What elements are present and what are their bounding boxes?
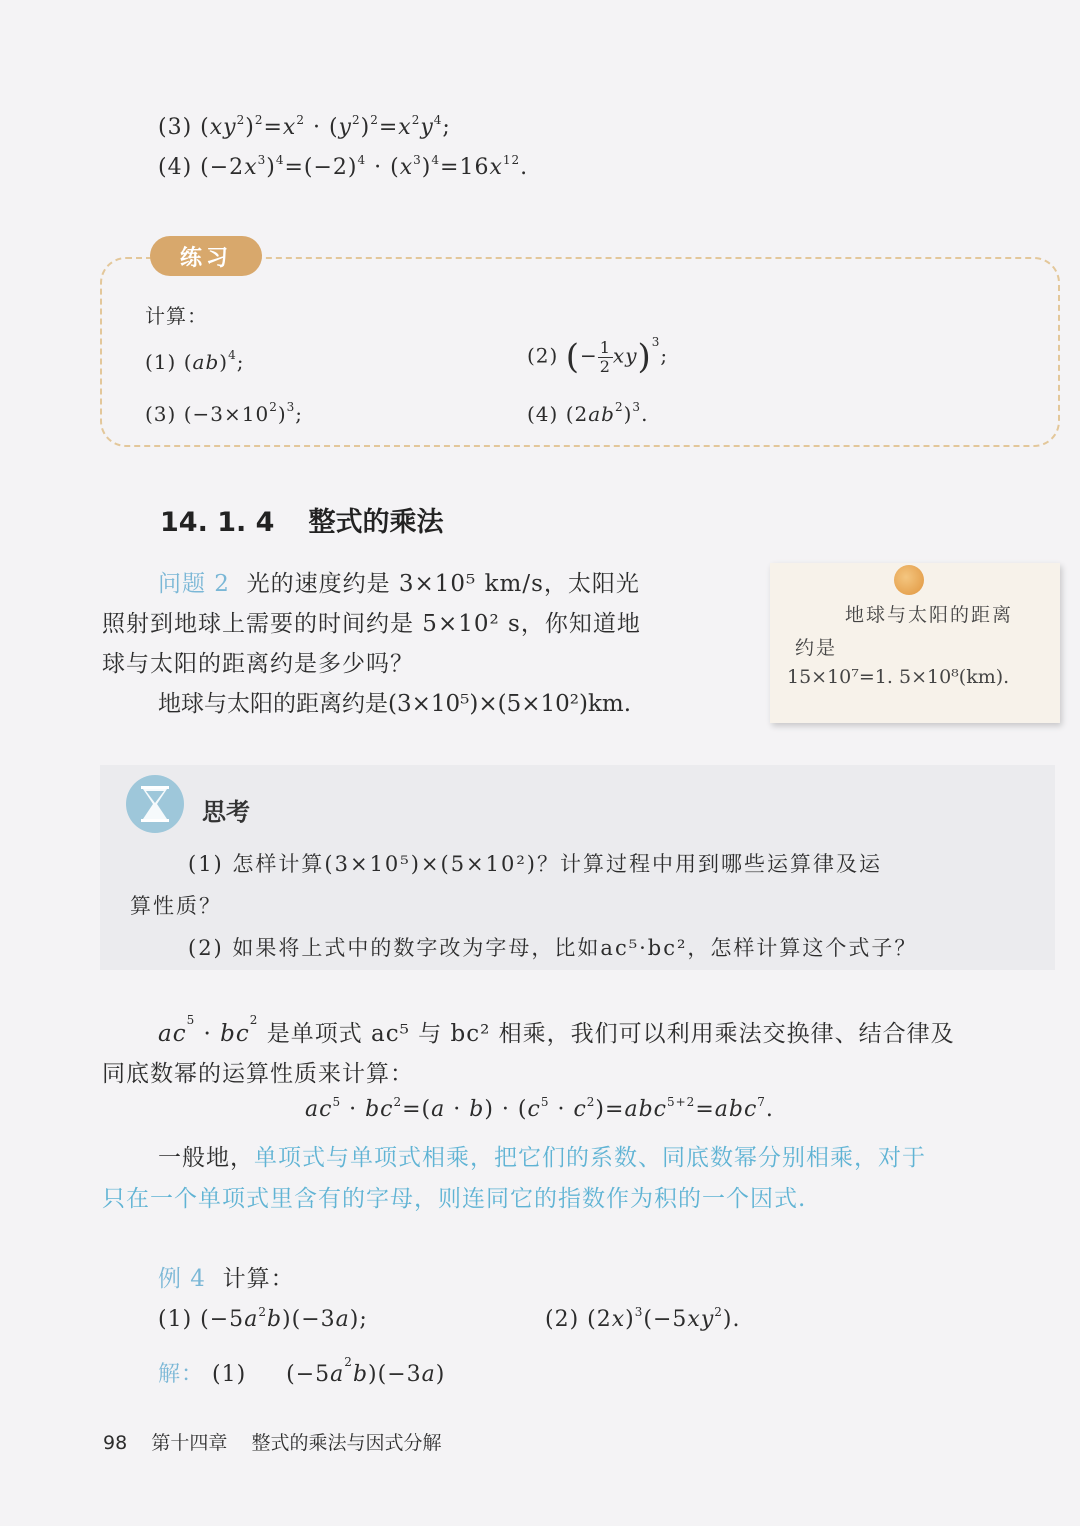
problem-line-4: 地球与太阳的距离约是(3×10⁵)×(5×10²)km. (158, 691, 632, 717)
formula-label: (4) (158, 155, 193, 180)
practice-tag: 练习 (150, 236, 262, 276)
explain-text: 是单项式 ac⁵ 与 bc² 相乘，我们可以利用乘法交换律、结合律及 (266, 1021, 955, 1047)
page-number: 98 (103, 1432, 128, 1454)
solution-label: 解： (158, 1362, 205, 1387)
think-title: 思考 (202, 798, 250, 826)
explain-line-1: $ac^5 \cdot bc^2$ 是单项式 ac⁵ 与 bc² 相乘，我们可以利用乘法交换律、结合律及 (158, 1013, 955, 1047)
chapter-number: 第十四章 (151, 1432, 228, 1454)
think-question-1b: 算性质？ (130, 894, 222, 918)
section-title: 整式的乘法 (308, 507, 444, 538)
practice-item-3: (3) $(-3\times 10^2)^3$; (145, 400, 304, 426)
practice-item-4: (4) $(2ab^2)^3$. (527, 400, 649, 426)
hourglass-icon (126, 775, 184, 833)
note-line-2: 约是 (795, 637, 838, 659)
example-item-1: (1) $(-5a^2b)(-3a)$; (158, 1305, 368, 1332)
rule-line-1 (158, 1139, 926, 1172)
problem-label: 问题 2 (158, 571, 230, 597)
item-label: (1) (158, 1307, 193, 1332)
think-question-1a: (1) 怎样计算(3×10⁵)×(5×10²)？计算过程中用到哪些运算律及运 (188, 852, 882, 876)
example-item-2: (2) $(2x)^3(-5xy^2)$. (545, 1305, 741, 1332)
formula-line-3: (3) $(xy^2)^2=x^2 \cdot (y^2)^2=x^2y^4$; (158, 113, 451, 140)
problem-line-3: 球与太阳的距离约是多少吗？ (102, 651, 414, 677)
item-label: (2) (527, 343, 559, 368)
item-label: (2) (545, 1307, 580, 1332)
item-label: (3) (145, 402, 177, 426)
general-prefix: 一般地， (158, 1145, 254, 1171)
example-prompt: 计算： (222, 1266, 295, 1292)
practice-item-1: (1) (ab)$^4$; (145, 348, 245, 374)
practice-item-2: (2) (− $\frac{1}{2}$ xy)$^3$; (527, 335, 669, 377)
solution-line: 解： (1) $(-5a^2b)(-3a)$ (158, 1355, 446, 1387)
page-footer (103, 1428, 442, 1455)
item-label: (4) (527, 402, 559, 426)
item-label: (1) (212, 1362, 247, 1387)
example-label: 例 4 (158, 1266, 206, 1292)
rule-line-2: 只在一个单项式里含有的字母，则连同它的指数作为积的一个因式. (102, 1186, 807, 1212)
example-heading (158, 1260, 295, 1293)
rule-text: 单项式与单项式相乘，把它们的系数、同底数幂分别相乘，对于 (254, 1145, 926, 1171)
practice-prompt: 计算： (145, 304, 208, 328)
chapter-title: 整式的乘法与因式分解 (251, 1432, 442, 1454)
formula-line-4: (4) $(-2x^3)^4=(-2)^4 \cdot (x^3)^4=16x^{12}$. (158, 153, 529, 180)
explain-formula: $ac^5 \cdot bc^2=(a \cdot b) \cdot (c^5 \cdot c^2)=abc^{5+2}=abc^7$. (305, 1095, 774, 1122)
explain-line-2: 同底数幂的运算性质来计算： (102, 1061, 414, 1087)
problem-text: 光的速度约是 3×10⁵ km/s，太阳光 (246, 571, 640, 597)
note-line-1: 地球与太阳的距离 (845, 604, 1014, 626)
problem-line-1 (158, 565, 640, 598)
pin-icon (894, 565, 924, 595)
section-heading (160, 500, 443, 539)
note-line-3: 15×10⁷=1. 5×10⁸(km). (787, 666, 1010, 688)
think-question-2: (2) 如果将上式中的数字改为字母，比如ac⁵·bc²，怎样计算这个式子？ (188, 936, 918, 960)
item-label: (1) (145, 350, 177, 374)
section-number: 14. 1. 4 (160, 507, 275, 538)
formula-label: (3) (158, 115, 193, 140)
problem-line-2: 照射到地球上需要的时间约是 5×10² s，你知道地 (102, 611, 641, 637)
